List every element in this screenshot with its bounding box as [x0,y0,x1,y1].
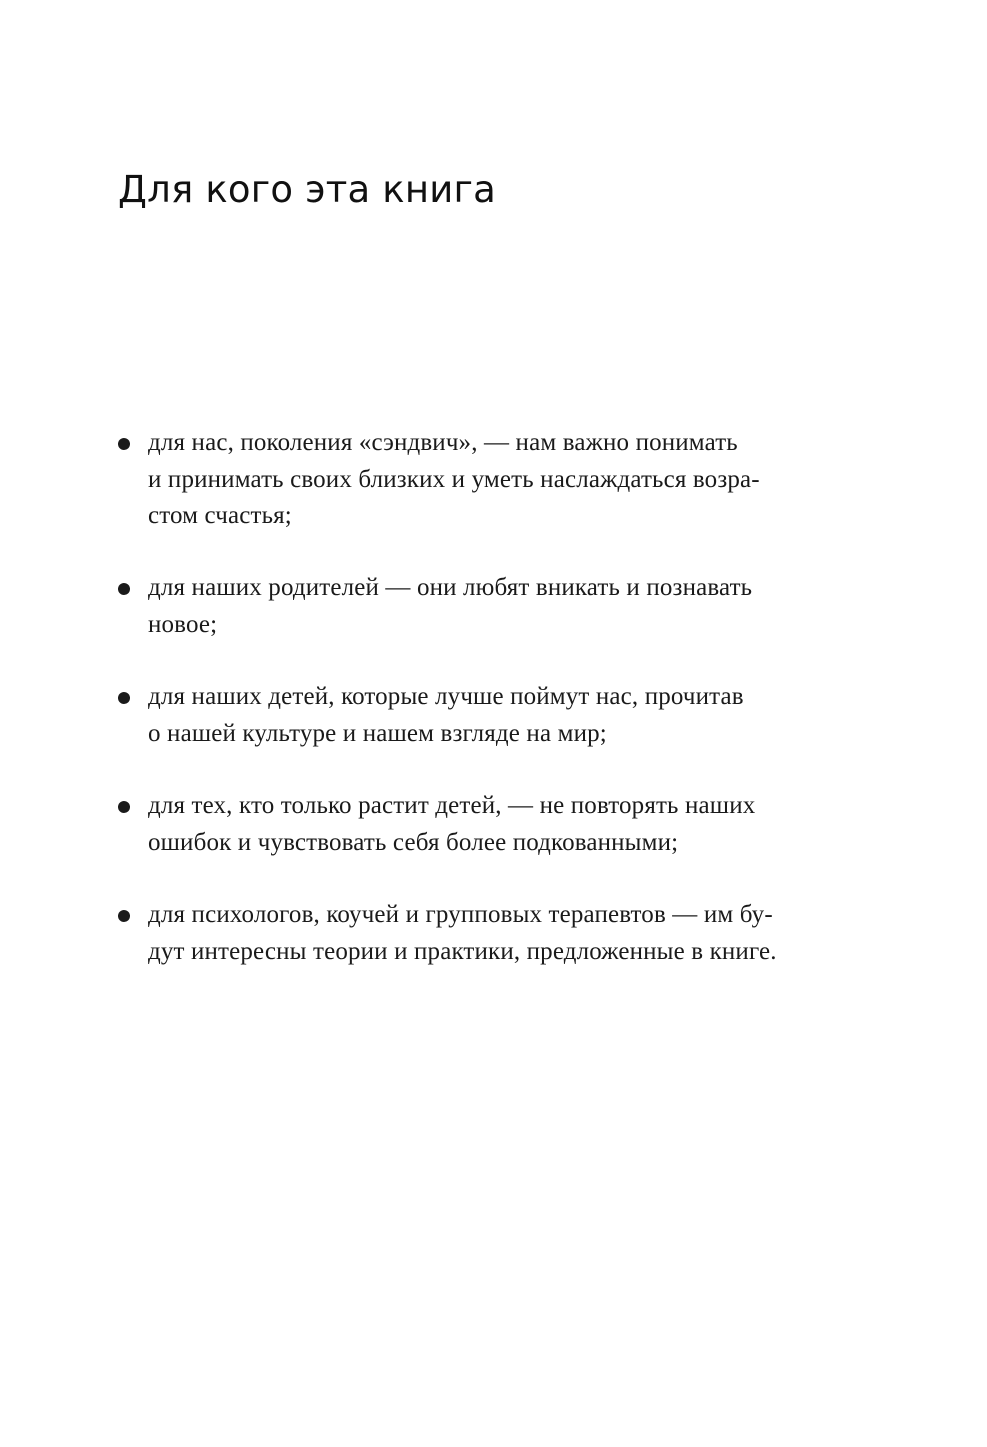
bullet-icon [118,438,130,450]
text-line: новое; [148,610,218,638]
text-line: ошибок и чувствовать себя более подкованными; [148,828,679,856]
bullet-icon [118,583,130,595]
list-item [118,788,818,861]
text-line: для наших родителей — они любят вникать и познавать [148,574,753,601]
text-line: для нас, поколения «сэндвич», — нам важно понимать [148,429,738,456]
text-line: для тех, кто только растит детей, — не повторять наших [148,792,756,819]
text-line: и принимать своих близких и уметь наслаждаться возра- [148,465,760,493]
list-item [118,679,818,752]
list-item-text [148,897,818,970]
list-item-text [148,425,818,535]
page-title: Для кого эта книга [118,168,496,211]
text-line: для психологов, коучей и групповых терапевтов — им бу- [148,901,773,928]
list-item-text [148,788,818,861]
text-line: о нашей культуре и нашем взгляде на мир; [148,719,607,747]
bullet-icon [118,801,130,813]
bullet-icon [118,910,130,922]
list-item [118,570,818,643]
text-line: стом счастья; [148,502,292,529]
text-line: дут интересны теории и практики, предложенные в книге. [148,937,777,965]
list-item-text [148,570,818,643]
list-item [118,897,818,970]
list-item [118,425,818,535]
bullet-icon [118,692,130,704]
list-item-text [148,679,818,752]
text-line: для наших детей, которые лучше поймут нас, прочитав [148,683,744,710]
